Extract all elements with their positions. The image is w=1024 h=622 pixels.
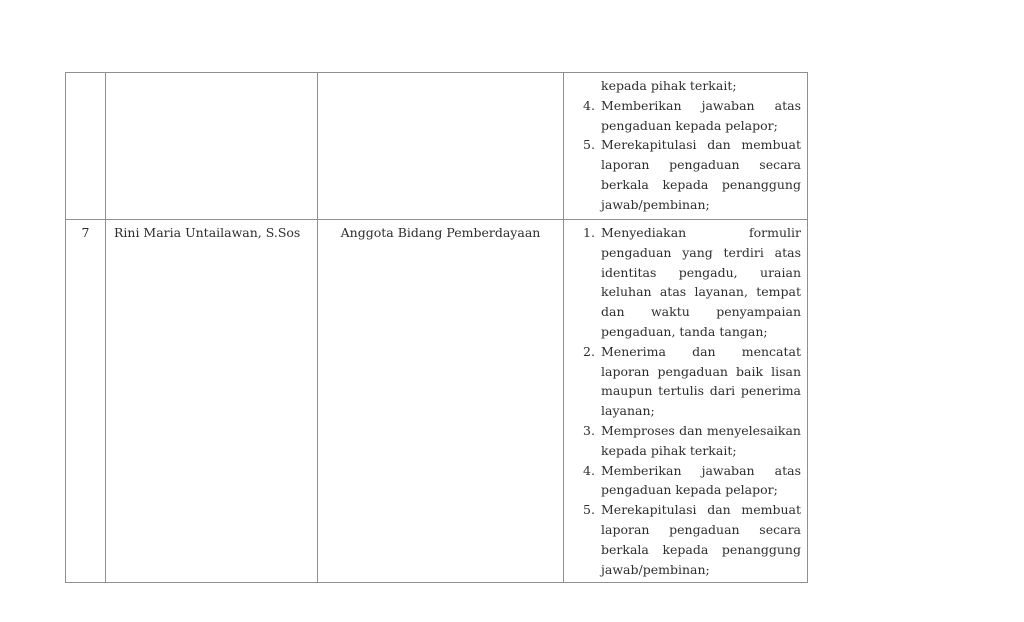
- task-number: 3.: [583, 422, 595, 438]
- task-text: Memberikan jawaban atas pengaduan kepada pelapor;: [601, 462, 801, 498]
- task-number: 4.: [583, 97, 595, 113]
- table-row-7: [66, 220, 808, 583]
- cell-row-number: 7: [66, 220, 106, 583]
- task-item: [583, 223, 801, 342]
- task-number: 2.: [583, 343, 595, 359]
- duties-table: [65, 72, 808, 583]
- task-number: 4.: [583, 462, 595, 478]
- cell-name: [106, 73, 318, 220]
- task-item: [583, 342, 801, 421]
- task-number: 5.: [583, 137, 595, 153]
- task-item: [583, 135, 801, 214]
- task-text: Merekapitulasi dan membuat laporan pengaduan secara berkala kepada penanggung jawab/pembinan;: [601, 137, 801, 212]
- task-text: Menyediakan formulir pengaduan yang terdiri atas identitas pengadu, uraian keluhan atas layanan, tempat dan waktu penyampaian pengaduan, tanda tangan;: [601, 225, 801, 339]
- task-text: Memproses dan menyelesaikan kepada pihak terkait;: [601, 422, 801, 458]
- cell-name: Rini Maria Untailawan, S.Sos: [106, 220, 318, 583]
- cell-tasks: [564, 220, 808, 583]
- task-item: [583, 96, 801, 136]
- task-text: Memberikan jawaban atas pengaduan kepada pelapor;: [601, 97, 801, 133]
- task-number: 5.: [583, 502, 595, 518]
- task-text: kepada pihak terkait;: [601, 78, 737, 93]
- task-text: Menerima dan mencatat laporan pengaduan baik lisan maupun tertulis dari penerima layanan;: [601, 343, 801, 419]
- cell-position: Anggota Bidang Pemberdayaan: [318, 220, 564, 583]
- cell-position: [318, 73, 564, 220]
- table-row-continuation: [66, 73, 808, 220]
- task-text: Merekapitulasi dan membuat laporan pengaduan secara berkala kepada penanggung jawab/pembinan;: [601, 502, 801, 577]
- task-item: [583, 421, 801, 461]
- cell-row-number: [66, 73, 106, 220]
- task-number: 1.: [583, 225, 595, 240]
- cell-tasks: [564, 73, 808, 220]
- task-item: [583, 500, 801, 579]
- task-item: [583, 76, 801, 96]
- task-number: [583, 76, 601, 96]
- task-item: [583, 461, 801, 501]
